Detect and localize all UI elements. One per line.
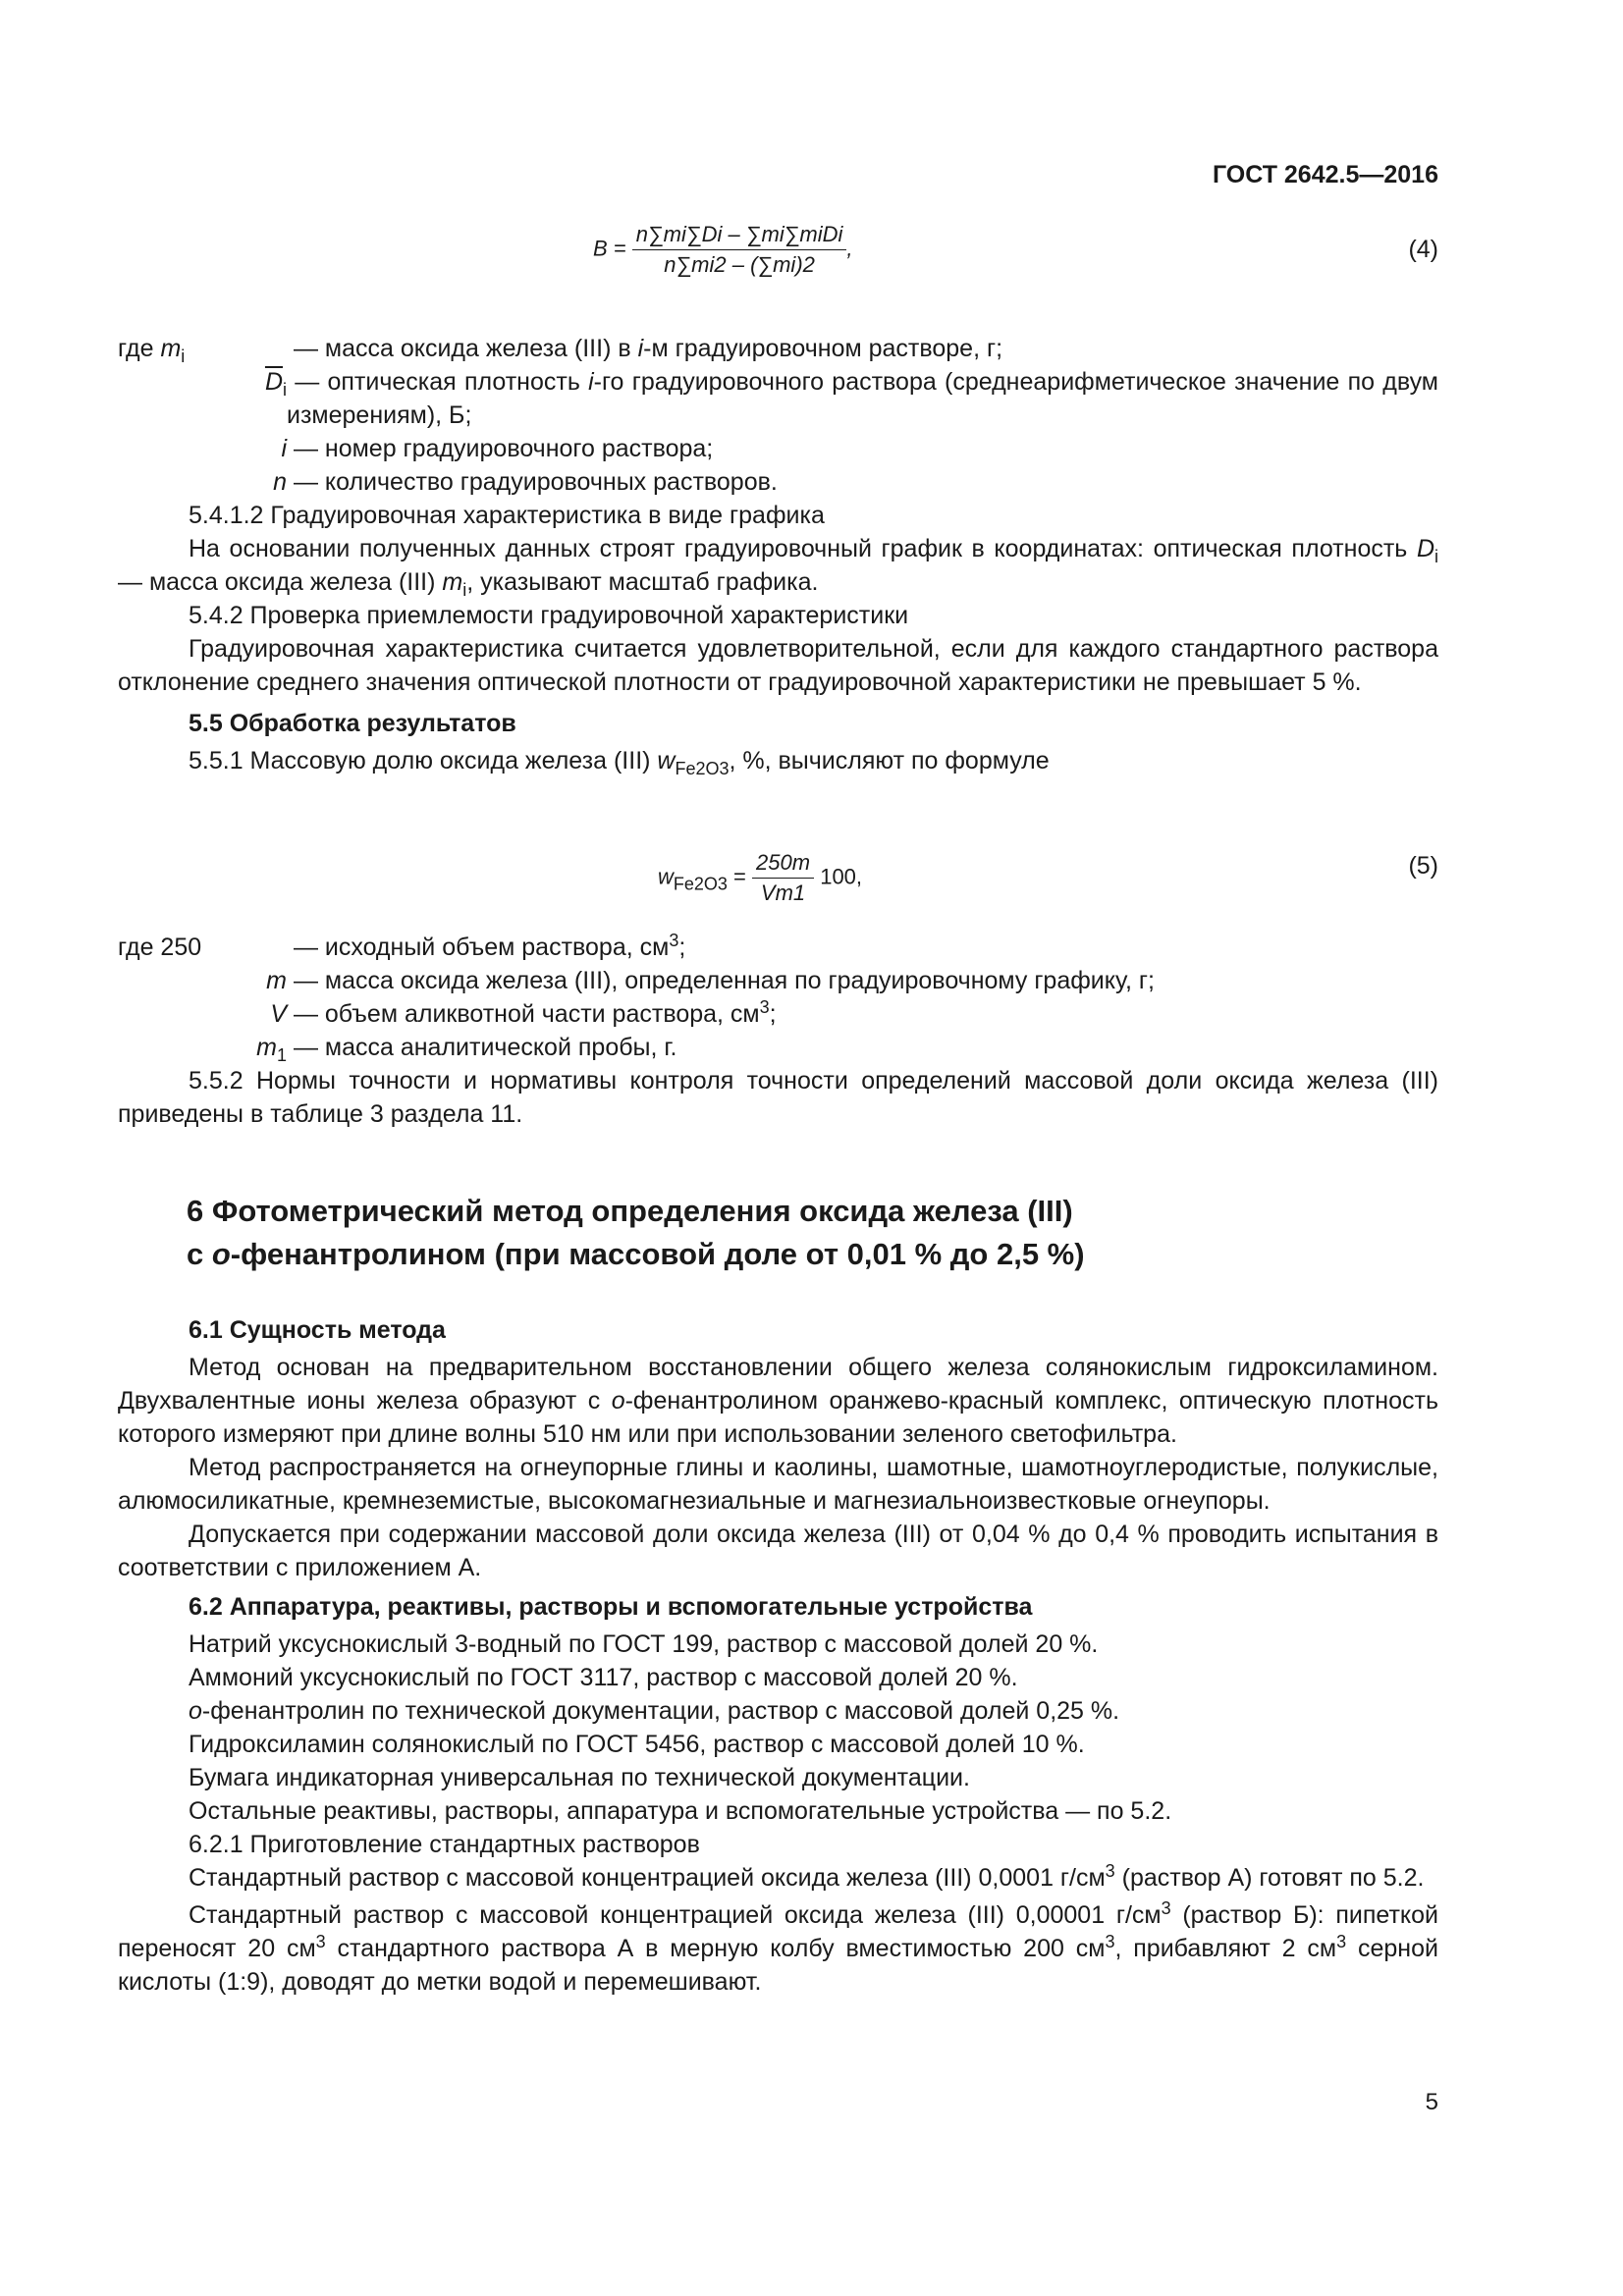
section-5-5-1-text: 5.5.1 Массовую долю оксида железа (III) $w_{Fe2O3}$, %, вычисляют по формуле: [189, 747, 1050, 778]
formula-5-denominator: Vm1: [760, 881, 806, 905]
formula-4-tail: ,: [846, 236, 853, 261]
formula-4-denominator: n∑mi2 – (∑mi)2: [664, 252, 815, 277]
section-5-4-1-2-title: 5.4.1.2 Градуировочная характеристика в виде графика: [189, 502, 825, 529]
where-n-term: n: [273, 468, 287, 496]
section-6-2-1-title: 6.2.1 Приготовление стандартных растворов: [189, 1831, 700, 1858]
section-6-1-paragraph-3: Допускается при содержании массовой доли оксида железа (III) от 0,04 % до 0,4 % проводить испытания в соответствии с приложением А.: [118, 1521, 1438, 1581]
where-m-term-5: m: [266, 967, 287, 994]
formula-5-lhs: w: [658, 864, 674, 889]
where-i-term: i: [281, 435, 287, 462]
formula-5-numerator: 250m: [752, 850, 814, 879]
where-250-item: где 250 — исходный объем раствора, $см^3$;: [118, 931, 1438, 964]
section-6-heading-line1: 6 Фотометрический метод определения оксида железа (III): [187, 1194, 1073, 1228]
where-m1-term: $m_1$: [256, 1034, 287, 1065]
where-m-item: где $m_i$ — масса оксида железа (III) в i-м градуировочном растворе, г;: [118, 332, 1438, 365]
page-number: 5: [1425, 2089, 1438, 2115]
formula-4: [593, 222, 853, 278]
where-m1-item: $m_1$ — масса аналитической пробы, г.: [118, 1031, 1438, 1064]
section-6-text: [118, 1313, 1438, 1999]
reagent-hydroxylamine: Гидроксиламин солянокислый по ГОСТ 5456, раствор с массовой долей 10 %.: [189, 1731, 1085, 1758]
formula-4-lhs: B =: [593, 236, 626, 261]
section-5-5-2-paragraph: 5.5.2 Нормы точности и нормативы контроля точности определений массовой доли оксида железа (III) приведены в таблице 3 раздела 11.: [118, 1067, 1438, 1128]
formula-5-fraction: [752, 850, 814, 906]
formula-5-number: (5): [1408, 852, 1438, 880]
formula-4-numerator: n∑mi∑Di – ∑mi∑miDi: [632, 222, 847, 250]
where-m-item-5: m — масса оксида железа (III), определенная по градуировочному графику, г;: [118, 964, 1438, 997]
document-code: ГОСТ 2642.5—2016: [1212, 161, 1438, 188]
where-i-item: i — номер градуировочного раствора;: [118, 432, 1438, 465]
reagent-indicator-paper: Бумага индикаторная универсальная по технической документации.: [189, 1764, 970, 1791]
section-5-4-text: [118, 332, 1438, 777]
where-m-term: где $m_i$: [118, 335, 186, 366]
formula-4-fraction: [632, 222, 847, 278]
formula-5-tail: 100,: [820, 864, 863, 889]
formula-4-number: (4): [1408, 236, 1438, 263]
section-6-2-1-paragraph-1: Стандартный раствор с массовой концентрацией оксида железа (III) 0,0001 $г/см^3$ (раствор А) готовят по 5.2.: [189, 1861, 1425, 1892]
section-5-5-text: [118, 931, 1438, 1131]
reagent-phenanthroline: о-фенантролин по технической документации, раствор с массовой долей 0,25 %.: [189, 1697, 1120, 1725]
section-6-1-title: 6.1 Сущность метода: [189, 1316, 446, 1344]
section-6-1-paragraph-2: Метод распространяется на огнеупорные глины и каолины, шамотные, шамотноуглеродистые, полукислые, алюмосиликатные, кремнеземистые, высокомагнезиальные и магнезиальноизвестковые огнеупоры.: [118, 1454, 1438, 1515]
formula-5: [658, 850, 862, 906]
reagent-other: Остальные реактивы, растворы, аппаратура и вспомогательные устройства — по 5.2.: [189, 1797, 1172, 1825]
where-n-item: n — количество градуировочных растворов.: [118, 465, 1438, 499]
where-v-item: V — объем аликвотной части раствора, $см^3$;: [118, 997, 1438, 1031]
where-d-term: $\overline{D}_i$: [264, 368, 287, 400]
section-6-heading: [187, 1190, 1365, 1276]
reagent-sodium-acetate: Натрий уксуснокислый 3-водный по ГОСТ 199, раствор с массовой долей 20 %.: [189, 1630, 1099, 1658]
where-v-term: V: [270, 1000, 287, 1028]
section-5-4-2-paragraph: Градуировочная характеристика считается удовлетворительной, если для каждого стандартного раствора отклонение среднего значения оптической плотности от градуировочной характеристики не превышает 5 %.: [118, 635, 1438, 696]
reagent-ammonium-acetate: Аммоний уксуснокислый по ГОСТ 3117, раствор с массовой долей 20 %.: [189, 1664, 1018, 1691]
section-6-2-title: 6.2 Аппаратура, реактивы, растворы и вспомогательные устройства: [189, 1593, 1033, 1621]
section-5-5-title: 5.5 Обработка результатов: [189, 710, 516, 737]
section-5-4-2-title: 5.4.2 Проверка приемлемости градуировочной характеристики: [189, 602, 909, 629]
section-6-1-paragraph-1: Метод основан на предварительном восстановлении общего железа солянокислым гидроксиламином. Двухвалентные ионы железа образуют с о-фенантролином оранжево-красный комплекс, оптическую плотность которого измеряют при длине волны 510 нм или при использовании зеленого светофильтра.: [118, 1354, 1438, 1448]
section-6-2-1-paragraph-2: Стандартный раствор с массовой концентрацией оксида железа (III) 0,00001 $г/см^3$ (раствор Б): пипеткой переносят 20 $см^3$ стандартного раствора А в мерную колбу вместимостью 200 $см^3$, прибавляют 2 $см^3$ серной кислоты (1:9), доводят до метки водой и перемешивают.: [118, 1898, 1439, 1996]
formula-5-lhs-sub: Fe2O3: [673, 874, 728, 894]
section-5-4-1-2-paragraph: На основании полученных данных строят градуировочный график в координатах: оптическая плотность $D_i$ — масса оксида железа (III) $m_i$, указывают масштаб графика.: [118, 535, 1438, 600]
section-6-heading-line2: с о-фенантролином (при массовой доле от 0,01 % до 2,5 %): [187, 1237, 1085, 1271]
where-d-item: $\overline{D}_i$ — оптическая плотность i-го градуировочного раствора (среднеарифметическое значение по двум измерениям), Б;: [118, 365, 1438, 432]
formula-5-eq: =: [733, 864, 746, 889]
where-250-term: где 250: [118, 934, 202, 961]
